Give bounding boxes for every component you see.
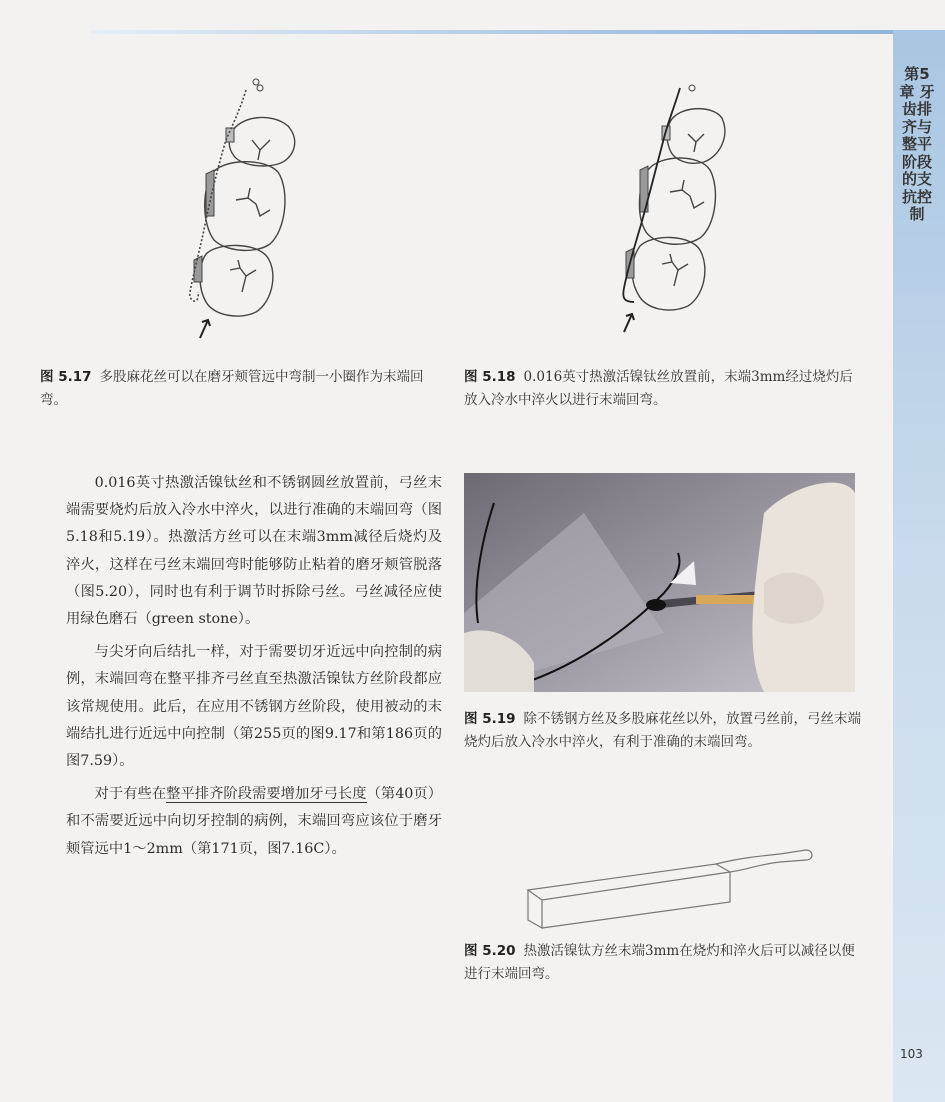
tooth-1 — [229, 117, 295, 165]
figure-5-18-drawing — [600, 78, 730, 340]
figure-5-19-label: 图 5.19 — [464, 711, 516, 727]
figure-5-20-text: 热激活镍钛方丝末端3mm在烧灼和淬火后可以减径以便进行末端回弯。 — [464, 943, 855, 982]
figure-5-17-drawing — [180, 70, 300, 340]
handwritten-underline: 整平排齐阶段需要增加牙弓长度 — [166, 786, 367, 803]
tooth-2 — [205, 162, 285, 251]
figure-5-20-drawing — [520, 840, 820, 930]
figure-5-20-label: 图 5.20 — [464, 943, 516, 959]
paragraph-1: 0.016英寸热激活镍钛丝和不锈钢圆丝放置前，弓丝末端需要烧灼后放入冷水中淬火，以进行准确的末端回弯（图5.18和5.19）。热激活方丝可以在末端3mm减径后烧灼及淬火，这样在弓丝末端回弯时能够防止粘着的磨牙颊管脱落（图5.20），同时也有利于调节时拆除弓丝。弓丝减径应使用绿色磨石（green stone）。 — [66, 475, 442, 628]
figure-5-17-caption — [40, 366, 440, 412]
figure-5-17-label: 图 5.17 — [40, 369, 92, 385]
figure-5-19-caption — [464, 708, 864, 754]
tooth-3 — [200, 245, 273, 316]
figure-5-20-caption — [464, 940, 864, 986]
paragraph-3: 对于有些在整平排齐阶段需要增加牙弓长度（第40页）和不需要近远中向切牙控制的病例，末端回弯应该位于磨牙颊管远中1～2mm（第171页，图7.16C）。 — [66, 786, 443, 857]
chapter-title: 第5章 牙齿排齐与整平阶段的支抗控制 — [899, 65, 935, 223]
body-text — [66, 470, 442, 869]
figure-5-19-photo — [464, 473, 855, 692]
figure-5-18-label: 图 5.18 — [464, 369, 516, 385]
figure-5-18-text: 0.016英寸热激活镍钛丝放置前，末端3mm经过烧灼后放入冷水中淬火以进行末端回弯。 — [464, 369, 853, 408]
figure-5-18-caption — [464, 366, 864, 412]
figure-5-17-text: 多股麻花丝可以在磨牙颊管远中弯制一小圈作为末端回弯。 — [40, 369, 424, 408]
header-rule — [90, 30, 945, 34]
tooth-1 — [667, 109, 725, 164]
page-number: 103 — [900, 1047, 923, 1061]
tooth-2 — [639, 158, 715, 244]
figure-5-19-text: 除不锈钢方丝及多股麻花丝以外，放置弓丝前，弓丝末端烧灼后放入冷水中淬火，有利于准确的末端回弯。 — [464, 711, 862, 750]
paragraph-2: 与尖牙向后结扎一样，对于需要切牙近远中向控制的病例，末端回弯在整平排齐弓丝直至热激活镍钛方丝阶段都应该常规使用。此后，在应用不锈钢方丝阶段，使用被动的末端结扎进行近远中向控制（第255页的图9.17和第186页的图7.59）。 — [66, 644, 442, 770]
tooth-3 — [632, 237, 705, 310]
